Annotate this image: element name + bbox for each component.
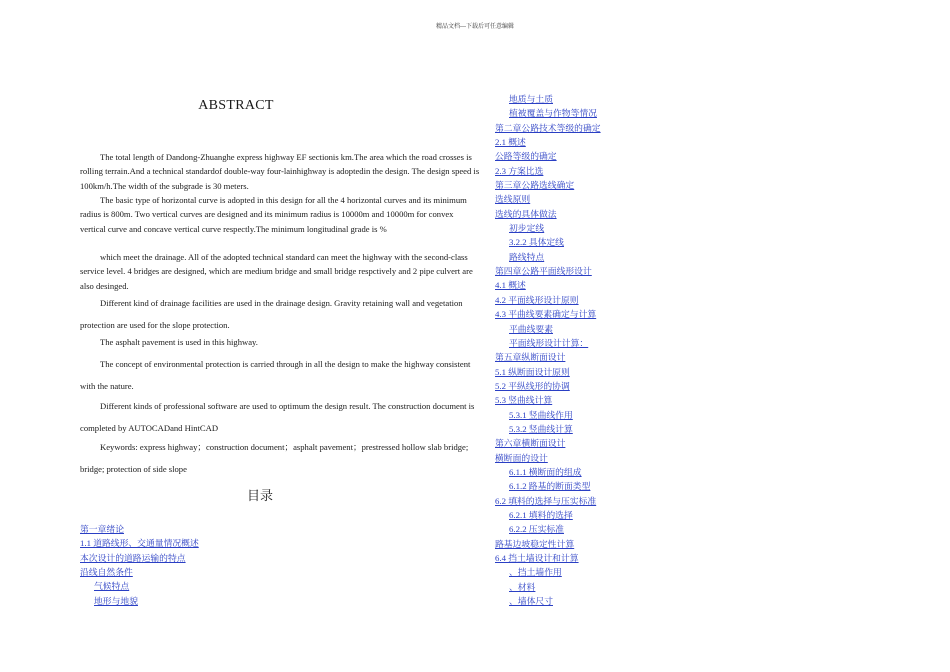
- toc-link[interactable]: 4.3 平曲线要素确定与计算: [495, 309, 597, 320]
- toc-left-column: [80, 522, 199, 608]
- toc-link[interactable]: 、挡土墙作用: [509, 567, 562, 578]
- abstract-title: ABSTRACT: [198, 98, 274, 113]
- abstract-paragraph-1: The total length of Dandong-Zhuanghe express highway EF sectionis km.The area which the road crosses is rolling terrain.And a technical standardof double-way four-lainhighway is adoptedin the design. The design speed is 100km/h.The width of the subgrade is 30 meters.: [80, 152, 480, 191]
- toc-link[interactable]: 、墙体尺寸: [509, 596, 553, 607]
- toc-link[interactable]: 6.2.2 压实标准: [509, 524, 564, 535]
- toc-link[interactable]: 4.1 概述: [495, 280, 526, 291]
- keywords-paragraph: Keywords: express highway；construction document；asphalt pavement；prestressed hollow slab bridge; bridge; protection of side slope: [80, 442, 469, 474]
- toc-link[interactable]: 第六章横断面设计: [495, 438, 566, 449]
- toc-link[interactable]: 6.1.2 路基的断面类型: [509, 481, 591, 492]
- toc-link[interactable]: 初步定线: [509, 223, 545, 234]
- toc-link[interactable]: 选线的具体做法: [495, 208, 557, 219]
- toc-link[interactable]: 5.3 竖曲线计算: [495, 395, 553, 406]
- toc-link[interactable]: 、材料: [509, 581, 536, 592]
- abstract-paragraph-4: Different kind of drainage facilities are used in the drainage design. Gravity retaining wall and vegetation protection are used for the slope protection.: [80, 298, 463, 330]
- abstract-paragraph-5: The asphalt pavement is used in this highway.: [100, 337, 258, 347]
- abstract-paragraph-6: The concept of environmental protection is carried through in all the design to make the highway consistent with the nature.: [80, 359, 471, 391]
- toc-link[interactable]: 6.4 挡土墙设计和计算: [495, 553, 579, 563]
- toc-link[interactable]: 6.2 填料的选择与压实标准: [495, 495, 597, 506]
- toc-title: 目录: [246, 489, 273, 504]
- toc-link[interactable]: 第五章纵断面设计: [495, 352, 566, 363]
- toc-link[interactable]: 平曲线要素: [509, 323, 553, 334]
- toc-right-column: [495, 92, 601, 608]
- toc-link[interactable]: 2.1 概述: [495, 137, 526, 148]
- toc-link[interactable]: 第一章绪论: [80, 524, 124, 534]
- toc-link[interactable]: 第三章公路选线确定: [495, 180, 575, 191]
- toc-link[interactable]: 4.2 平面线形设计原则: [495, 294, 579, 305]
- toc-link[interactable]: 1.1 道路线形、交通量情况概述: [80, 538, 199, 549]
- toc-link[interactable]: 沿线自然条件: [80, 567, 133, 578]
- toc-link[interactable]: 3.2.2 具体定线: [509, 237, 564, 248]
- toc-link[interactable]: 地质与土质: [509, 94, 553, 104]
- toc-link[interactable]: 植被覆盖与作物等情况: [509, 108, 597, 119]
- toc-link[interactable]: 路基边坡稳定性计算: [495, 538, 575, 549]
- toc-link[interactable]: 2.3 方案比选: [495, 165, 544, 176]
- toc-link[interactable]: 路线特点: [509, 251, 545, 262]
- toc-link[interactable]: 6.1.1 横断面的组成: [509, 466, 582, 477]
- abstract-paragraph-2: The basic type of horizontal curve is adopted in this design for all the 4 horizontal curves and its minimum radius is 800m. Two vertical curves are designed and its minimum radius is 10000m and 10000m for convex vertical curve and concave vertical curve respectly.The minimum longitudinal grade is %: [80, 195, 467, 234]
- toc-link[interactable]: 公路等级的确定: [495, 151, 557, 162]
- page-header: 精品文档---下载后可任意编辑: [436, 24, 514, 30]
- toc-link[interactable]: 5.3.1 竖曲线作用: [509, 409, 573, 420]
- toc-link[interactable]: 5.3.2 竖曲线计算: [509, 423, 573, 434]
- toc-link[interactable]: 5.2 平纵线形的协调: [495, 380, 570, 391]
- toc-link[interactable]: 5.1 纵断面设计原则: [495, 366, 570, 377]
- toc-link[interactable]: 地形与地貌: [94, 595, 138, 606]
- toc-link[interactable]: 本次设计的道路运输的特点: [80, 552, 186, 563]
- abstract-paragraph-3: which meet the drainage. All of the adopted technical standard can meet the highway with the second-class service level. 4 bridges are designed, which are medium bridge and small bridge respctively and 2 pipe culvert are also desinged.: [80, 252, 473, 291]
- toc-link[interactable]: 第四章公路平面线形设计: [495, 266, 592, 277]
- toc-link[interactable]: 6.2.1 填料的选择: [509, 509, 573, 520]
- toc-link[interactable]: 选线原则: [495, 194, 531, 205]
- abstract-paragraph-7: Different kinds of professional software are used to optimum the design result. The construction document is completed by AUTOCADand HintCAD: [80, 401, 475, 433]
- toc-link[interactable]: 平面线形设计计算：: [509, 337, 589, 348]
- toc-link[interactable]: 气候特点: [94, 581, 130, 592]
- toc-link[interactable]: 横断面的设计: [495, 452, 548, 463]
- toc-link[interactable]: 第二章公路技术等级的确定: [495, 122, 601, 133]
